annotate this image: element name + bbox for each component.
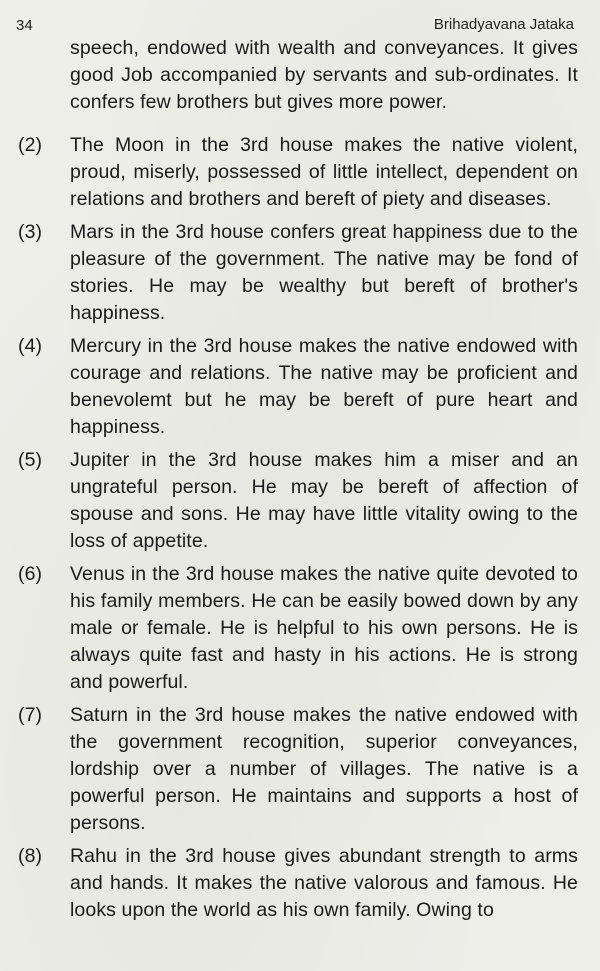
paragraph-text: The Moon in the 3rd house makes the native violent, proud, miserly, possessed of little intellect, dependent on relations and brothers and bereft of piety and diseases. (70, 134, 578, 210)
paragraph-text: speech, endowed with wealth and conveyances. It gives good Job accompanied by servants and sub-ordinates. It confers few brothers but gives more power. (70, 37, 578, 113)
paragraph-2 (14, 132, 578, 213)
paragraph-number: (4) (18, 335, 43, 357)
paragraph-5 (14, 447, 578, 555)
paragraph-number: (3) (18, 221, 43, 243)
running-title: Brihadyavana Jataka (433, 16, 574, 33)
paragraph-text: Rahu in the 3rd house gives abundant strength to arms and hands. It makes the native valorous and famous. He looks upon the world as his own family. Owing to (70, 845, 578, 921)
paragraph-text: Mars in the 3rd house confers great happiness due to the pleasure of the government. The native may be fond of stories. He may be wealthy but bereft of brother's happiness. (70, 221, 578, 324)
page-number: 34 (16, 17, 33, 34)
paragraph-6 (14, 561, 578, 696)
paragraph-number: (7) (18, 704, 43, 726)
paragraph-text: Jupiter in the 3rd house makes him a miser and an ungrateful person. He may be bereft of affection of spouse and sons. He may have little vitality owing to the loss of appetite. (70, 449, 578, 552)
paragraph-7 (14, 702, 578, 837)
paragraph-3 (14, 219, 578, 327)
paragraph-text: Saturn in the 3rd house makes the native endowed with the government recognition, superior conveyances, lordship over a number of villages. The native is a powerful person. He maintains and supports a host of persons. (70, 704, 578, 834)
paragraph-number: (2) (18, 134, 43, 156)
paragraph-text: Venus in the 3rd house makes the native quite devoted to his family members. He can be easily bowed down by any male or female. He is helpful to his own persons. He is always quite fast and hasty in his actions. He is strong and powerful. (70, 563, 578, 693)
paragraph-continuation (14, 35, 578, 116)
paragraph-number: (5) (18, 449, 43, 471)
paragraph-number: (8) (18, 845, 43, 867)
paragraph-8 (14, 843, 578, 924)
paragraph-number: (6) (18, 563, 43, 585)
paragraph-text: Mercury in the 3rd house makes the native endowed with courage and relations. The native may be proficient and benevolemt but he may be bereft of pure heart and happiness. (70, 335, 578, 438)
paragraph-4 (14, 333, 578, 441)
body-text (14, 35, 578, 930)
